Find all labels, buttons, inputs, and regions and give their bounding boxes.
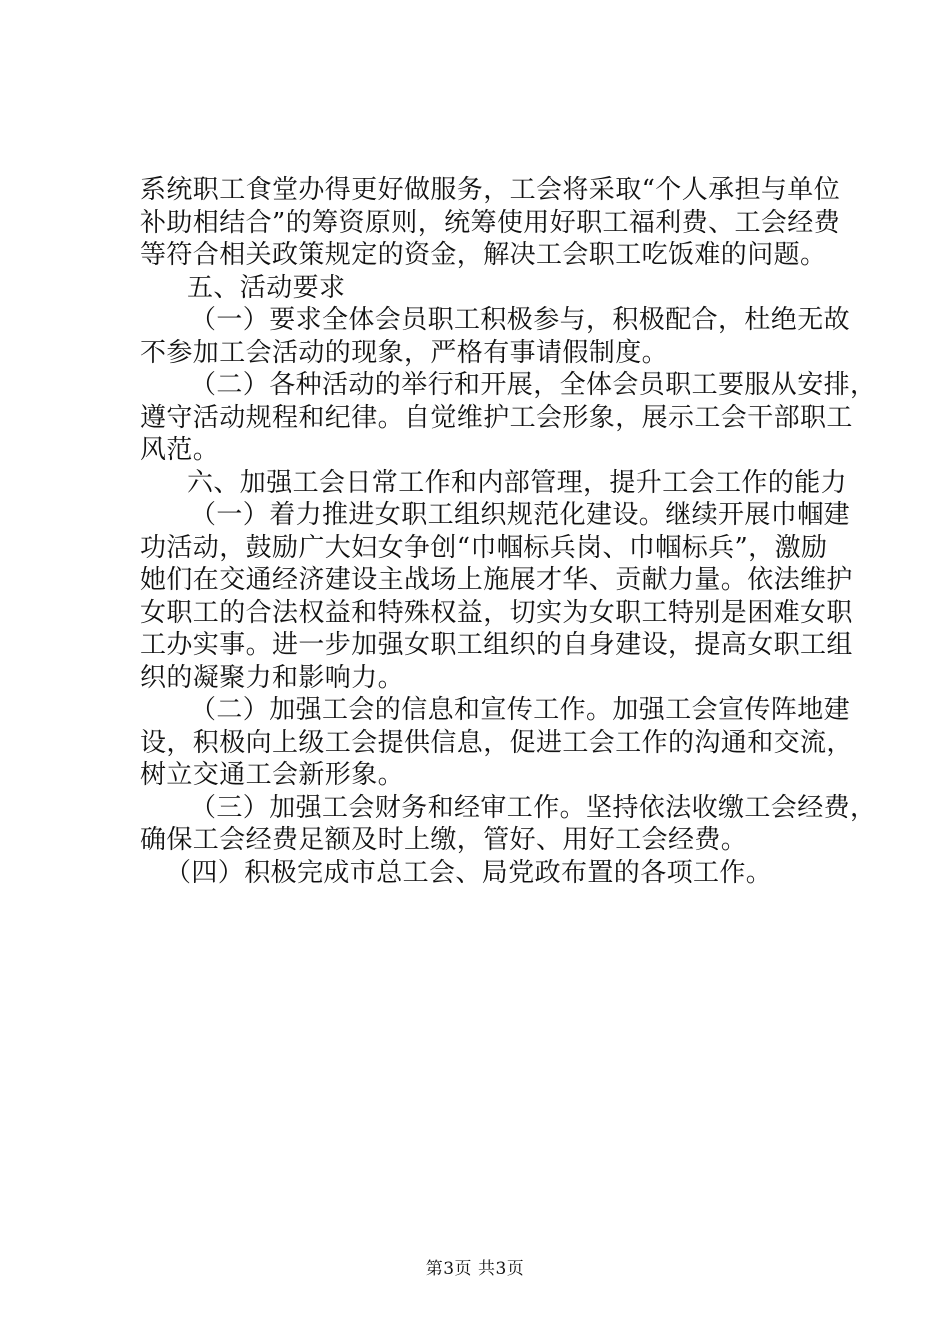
text-line: 不参加工会活动的现象，严格有事请假制度。 (140, 337, 669, 368)
document-body (140, 174, 877, 889)
text-line: （二）各种活动的举行和开展，全体会员职工要服从安排， (190, 370, 877, 400)
text-line: （一）要求全体会员职工积极参与，积极配合，杜绝无故 (190, 305, 851, 335)
text-line: （一）着力推进女职工组织规范化建设。继续开展巾帼建 (190, 500, 851, 530)
text-line: 等符合相关政策规定的资金，解决工会职工吃饭难的问题。 (140, 240, 827, 270)
text-line: 功活动，鼓励广大妇女争创“巾帼标兵岗、巾帼标兵”，激励 (140, 532, 828, 563)
text-line: （二）加强工会的信息和宣传工作。加强工会宣传阵地建 (190, 695, 851, 725)
text-line: 她们在交通经济建设主战场上施展才华、贡献力量。依法维护 (140, 565, 853, 595)
section-heading: 六、加强工会日常工作和内部管理，提升工会工作的能力 (187, 467, 848, 498)
text-line: 织的凝聚力和影响力。 (140, 662, 405, 693)
text-line: 设，积极向上级工会提供信息，促进工会工作的沟通和交流， (140, 727, 853, 758)
section-heading: 五、活动要求 (187, 272, 346, 303)
text-line: 工办实事。进一步加强女职工组织的自身建设，提高女职工组 (140, 630, 853, 660)
text-line: 系统职工食堂办得更好做服务，工会将采取“个人承担与单位 (140, 175, 841, 205)
text-line: 女职工的合法权益和特殊权益，切实为女职工特别是困难女职 (140, 597, 853, 628)
text-line: （三）加强工会财务和经审工作。坚持依法收缴工会经费， (190, 792, 877, 823)
page-footer: 第3页 共3页 (425, 1259, 525, 1279)
text-line: （四）积极完成市总工会、局党政布置的各项工作。 (165, 857, 773, 888)
text-line: 风范。 (140, 435, 220, 465)
text-line: 树立交通工会新形象。 (140, 760, 405, 790)
text-line: 确保工会经费足额及时上缴，管好、用好工会经费。 (140, 825, 748, 855)
text-line: 遵守活动规程和纪律。自觉维护工会形象，展示工会干部职工 (140, 402, 853, 433)
text-line: 补助相结合”的筹资原则，统筹使用好职工福利费、工会经费 (140, 207, 841, 238)
